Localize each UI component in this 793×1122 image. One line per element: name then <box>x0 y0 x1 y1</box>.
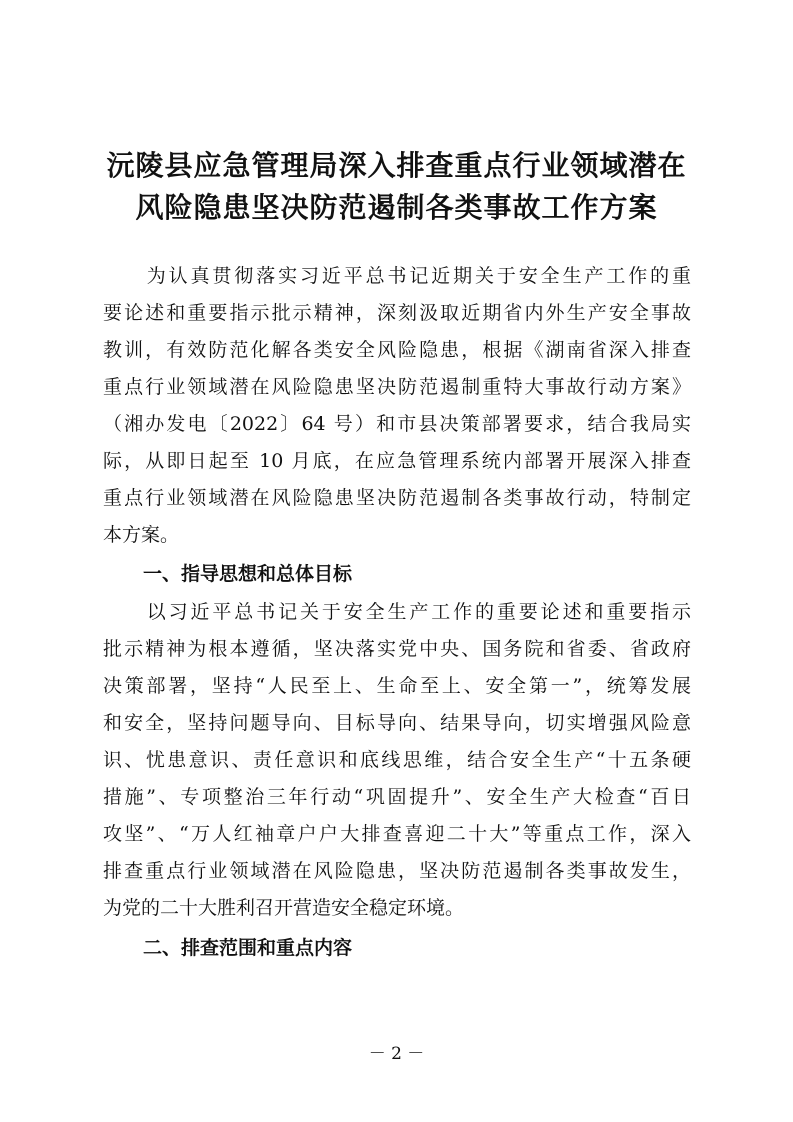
document-title-line-1: 沅陵县应急管理局深入排查重点行业领域潜在 <box>106 149 687 182</box>
intro-paragraph-line: （湘办发电〔2022〕64 号）和市县决策部署要求，结合我局实 <box>103 413 691 435</box>
document-title-line-2: 风险隐患坚决防范遏制各类事故工作方案 <box>135 191 658 224</box>
section1-paragraph-line: 排查重点行业领域潜在风险隐患，坚决防范遏制各类事故发生， <box>103 860 691 882</box>
section1-paragraph-line: 批示精神为根本遵循，坚决落实党中央、国务院和省委、省政府 <box>103 638 691 660</box>
section1-paragraph-line: 措施”、专项整治三年行动“巩固提升”、安全生产大检查“百日 <box>103 786 691 808</box>
intro-paragraph-line: 本方案。 <box>103 524 180 546</box>
section1-paragraph-line: 和安全，坚持问题导向、目标导向、结果导向，切实增强风险意 <box>103 712 691 734</box>
intro-paragraph-line: 重点行业领域潜在风险隐患坚决防范遏制各类事故行动，特制定 <box>103 487 691 509</box>
section1-paragraph-line: 攻坚”、“万人红袖章户户大排查喜迎二十大”等重点工作，深入 <box>103 823 691 845</box>
section1-paragraph-line: 决策部署，坚持“人民至上、生命至上、安全第一”，统筹发展 <box>103 675 691 697</box>
section-heading-guiding-principles: 一、指导思想和总体目标 <box>143 563 353 585</box>
intro-paragraph-line: 教训，有效防范化解各类安全风险隐患，根据《湖南省深入排查 <box>103 339 691 361</box>
section1-paragraph-line: 为党的二十大胜利召开营造安全稳定环境。 <box>103 897 465 919</box>
section1-paragraph-line: 识、忧患意识、责任意识和底线思维，结合安全生产“十五条硬 <box>103 749 691 771</box>
intro-paragraph-line: 为认真贯彻落实习近平总书记近期关于安全生产工作的重 <box>103 265 691 287</box>
intro-paragraph-line: 要论述和重要指示批示精神，深刻汲取近期省内外生产安全事故 <box>103 302 691 324</box>
intro-paragraph-line: 重点行业领域潜在风险隐患坚决防范遏制重特大事故行动方案》 <box>103 376 691 398</box>
page-number: － 2 － <box>368 1044 425 1064</box>
section-heading-scope-and-content: 二、排查范围和重点内容 <box>143 937 353 959</box>
intro-paragraph-line: 际，从即日起至 10 月底，在应急管理系统内部署开展深入排查 <box>103 450 691 472</box>
section1-paragraph-line: 以习近平总书记关于安全生产工作的重要论述和重要指示 <box>103 601 691 623</box>
